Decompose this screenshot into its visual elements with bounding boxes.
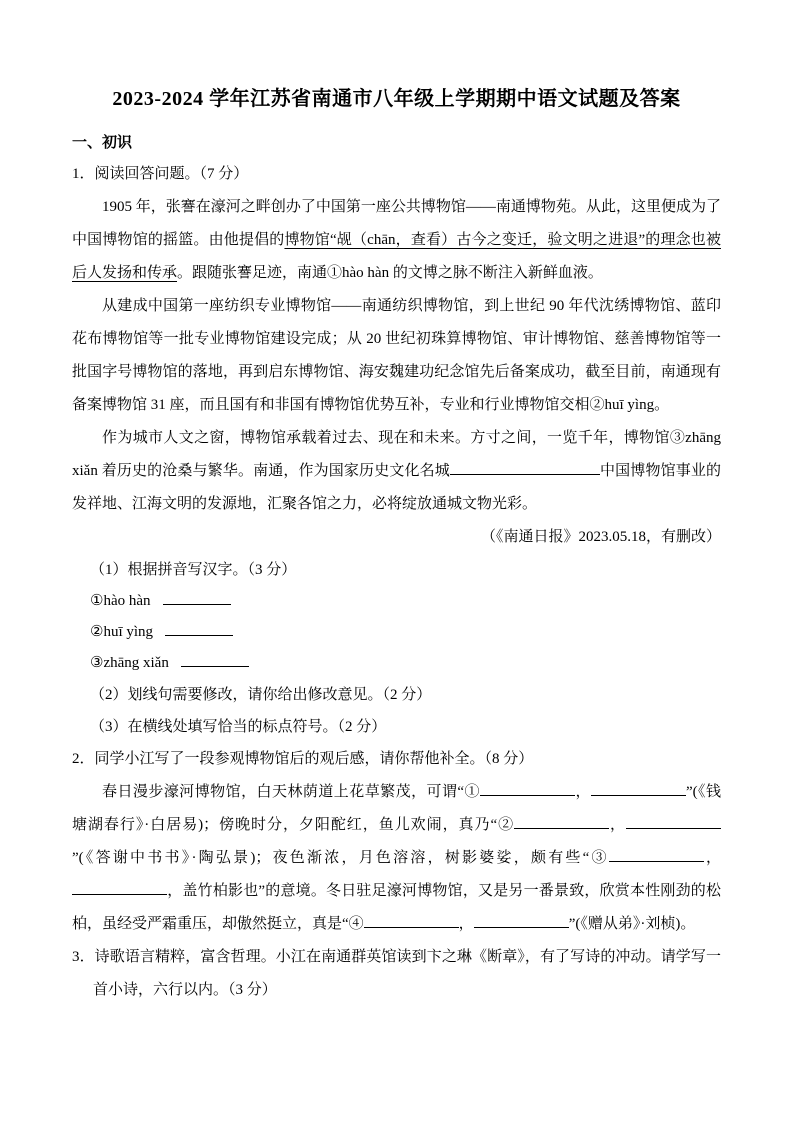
q2-text-segment: ”(《赠从弟》·刘桢)。 [568,916,696,932]
punctuation-blank [450,461,600,475]
passage-paragraph-1 [72,191,721,290]
q2-text-segment: ，盖竹柏影也”的意境。冬日驻足濠河博物馆，又是另一番景致，欣赏本性刚劲的松柏，虽经受严霜重压，却傲然挺立，真是“④ [72,883,721,932]
section-heading: 一、初识 [72,135,133,151]
passage-paragraph-2: 从建成中国第一座纺织专业博物馆——南通纺织博物馆，到上世纪 90 年代沈绣博物馆、蓝印花布博物馆等一批专业博物馆建设完成；从 20 世纪初珠算博物馆、审计博物馆、慈善博物馆等一批国字号博物馆的落地，再到启东博物馆、海安魏建功纪念馆先后备案成功，截至目前，南通现有备案博物馆 31 座，而且国有和非国有博物馆优势互补，专业和行业博物馆交相②huī yìng。 [72,298,721,413]
q2-comma: ， [458,916,474,932]
pinyin-label: ①hào hàn [90,593,151,609]
passage-text: 。跟随张謇足迹，南通①hào hàn 的文博之脉不断注入新鲜血液。 [177,265,603,281]
q2-comma: ， [609,817,626,833]
answer-blank [163,591,231,605]
pinyin-label: ③zhāng xiǎn [90,655,169,671]
passage-source: （《南通日报》2023.05.18，有删改） [480,529,721,545]
answer-blank [480,782,575,796]
answer-blank [364,914,459,928]
question-1-1: （1）根据拼音写汉字。（3 分） [90,562,297,578]
question-3: 3．诗歌语言精粹，富含哲理。小江在南通群英馆读到卞之琳《断章》，有了写诗的冲动。请学写一首小诗，六行以内。（3 分） [72,949,721,998]
answer-blank [609,848,704,862]
underlined-sentence: 博物馆“觇（chān，查看）古今之变迁，验文明之进退”的理念也被后人发扬和传承 [72,232,721,281]
passage-text: 中国博物馆事业的发祥地、江海文明的发源地，汇聚各馆之力，必将绽放通城文物光彩。 [72,463,721,512]
q2-comma: ， [703,850,721,866]
passage-text: 1905 年，张謇在濠河之畔创办了中国第一座公共博物馆——南通博物苑。从此，这里便成为了中国博物馆的摇篮。由他提倡的 [72,199,721,248]
answer-blank [591,782,686,796]
q2-comma: ， [575,784,591,800]
answer-blank [474,914,569,928]
question-1-2: （2）划线句需要修改，请你给出修改意见。（2 分） [90,687,432,703]
pinyin-item-2 [90,617,721,648]
answer-blank [165,622,233,636]
question-1-header: 1．阅读回答问题。（7 分） [72,166,249,182]
question-2-passage [72,776,721,941]
q2-text-segment: 春日漫步濠河博物馆，白天林荫道上花草繁茂，可谓“① [102,784,481,800]
question-2-header: 2．同学小江写了一段参观博物馆后的观后感，请你帮他补全。（8 分） [72,751,534,767]
pinyin-label: ②huī yìng [90,624,154,640]
passage-text: 作为城市人文之窗，博物馆承载着过去、现在和未来。方寸之间，一览千年，博物馆③zhāng xiǎn 着历史的沧桑与繁华。南通，作为国家历史文化名城 [72,430,721,479]
answer-blank [514,815,609,829]
pinyin-item-3 [90,648,721,679]
q2-text-segment: ”(《钱塘湖春行》·白居易)；傍晚时分，夕阳酡红，鱼儿欢闹，真乃“② [72,784,721,833]
answer-blank [72,881,167,895]
passage-paragraph-3 [72,422,721,521]
pinyin-item-1 [90,586,721,617]
question-1-3: （3）在横线处填写恰当的标点符号。（2 分） [90,719,387,735]
q2-text-segment: ”(《答谢中书书》·陶弘景)；夜色渐浓，月色溶溶，树影婆娑，颇有些“③ [72,850,609,866]
page-title: 2023-2024 学年江苏省南通市八年级上学期期中语文试题及答案 [112,88,681,110]
answer-blank [626,815,721,829]
answer-blank [181,653,249,667]
